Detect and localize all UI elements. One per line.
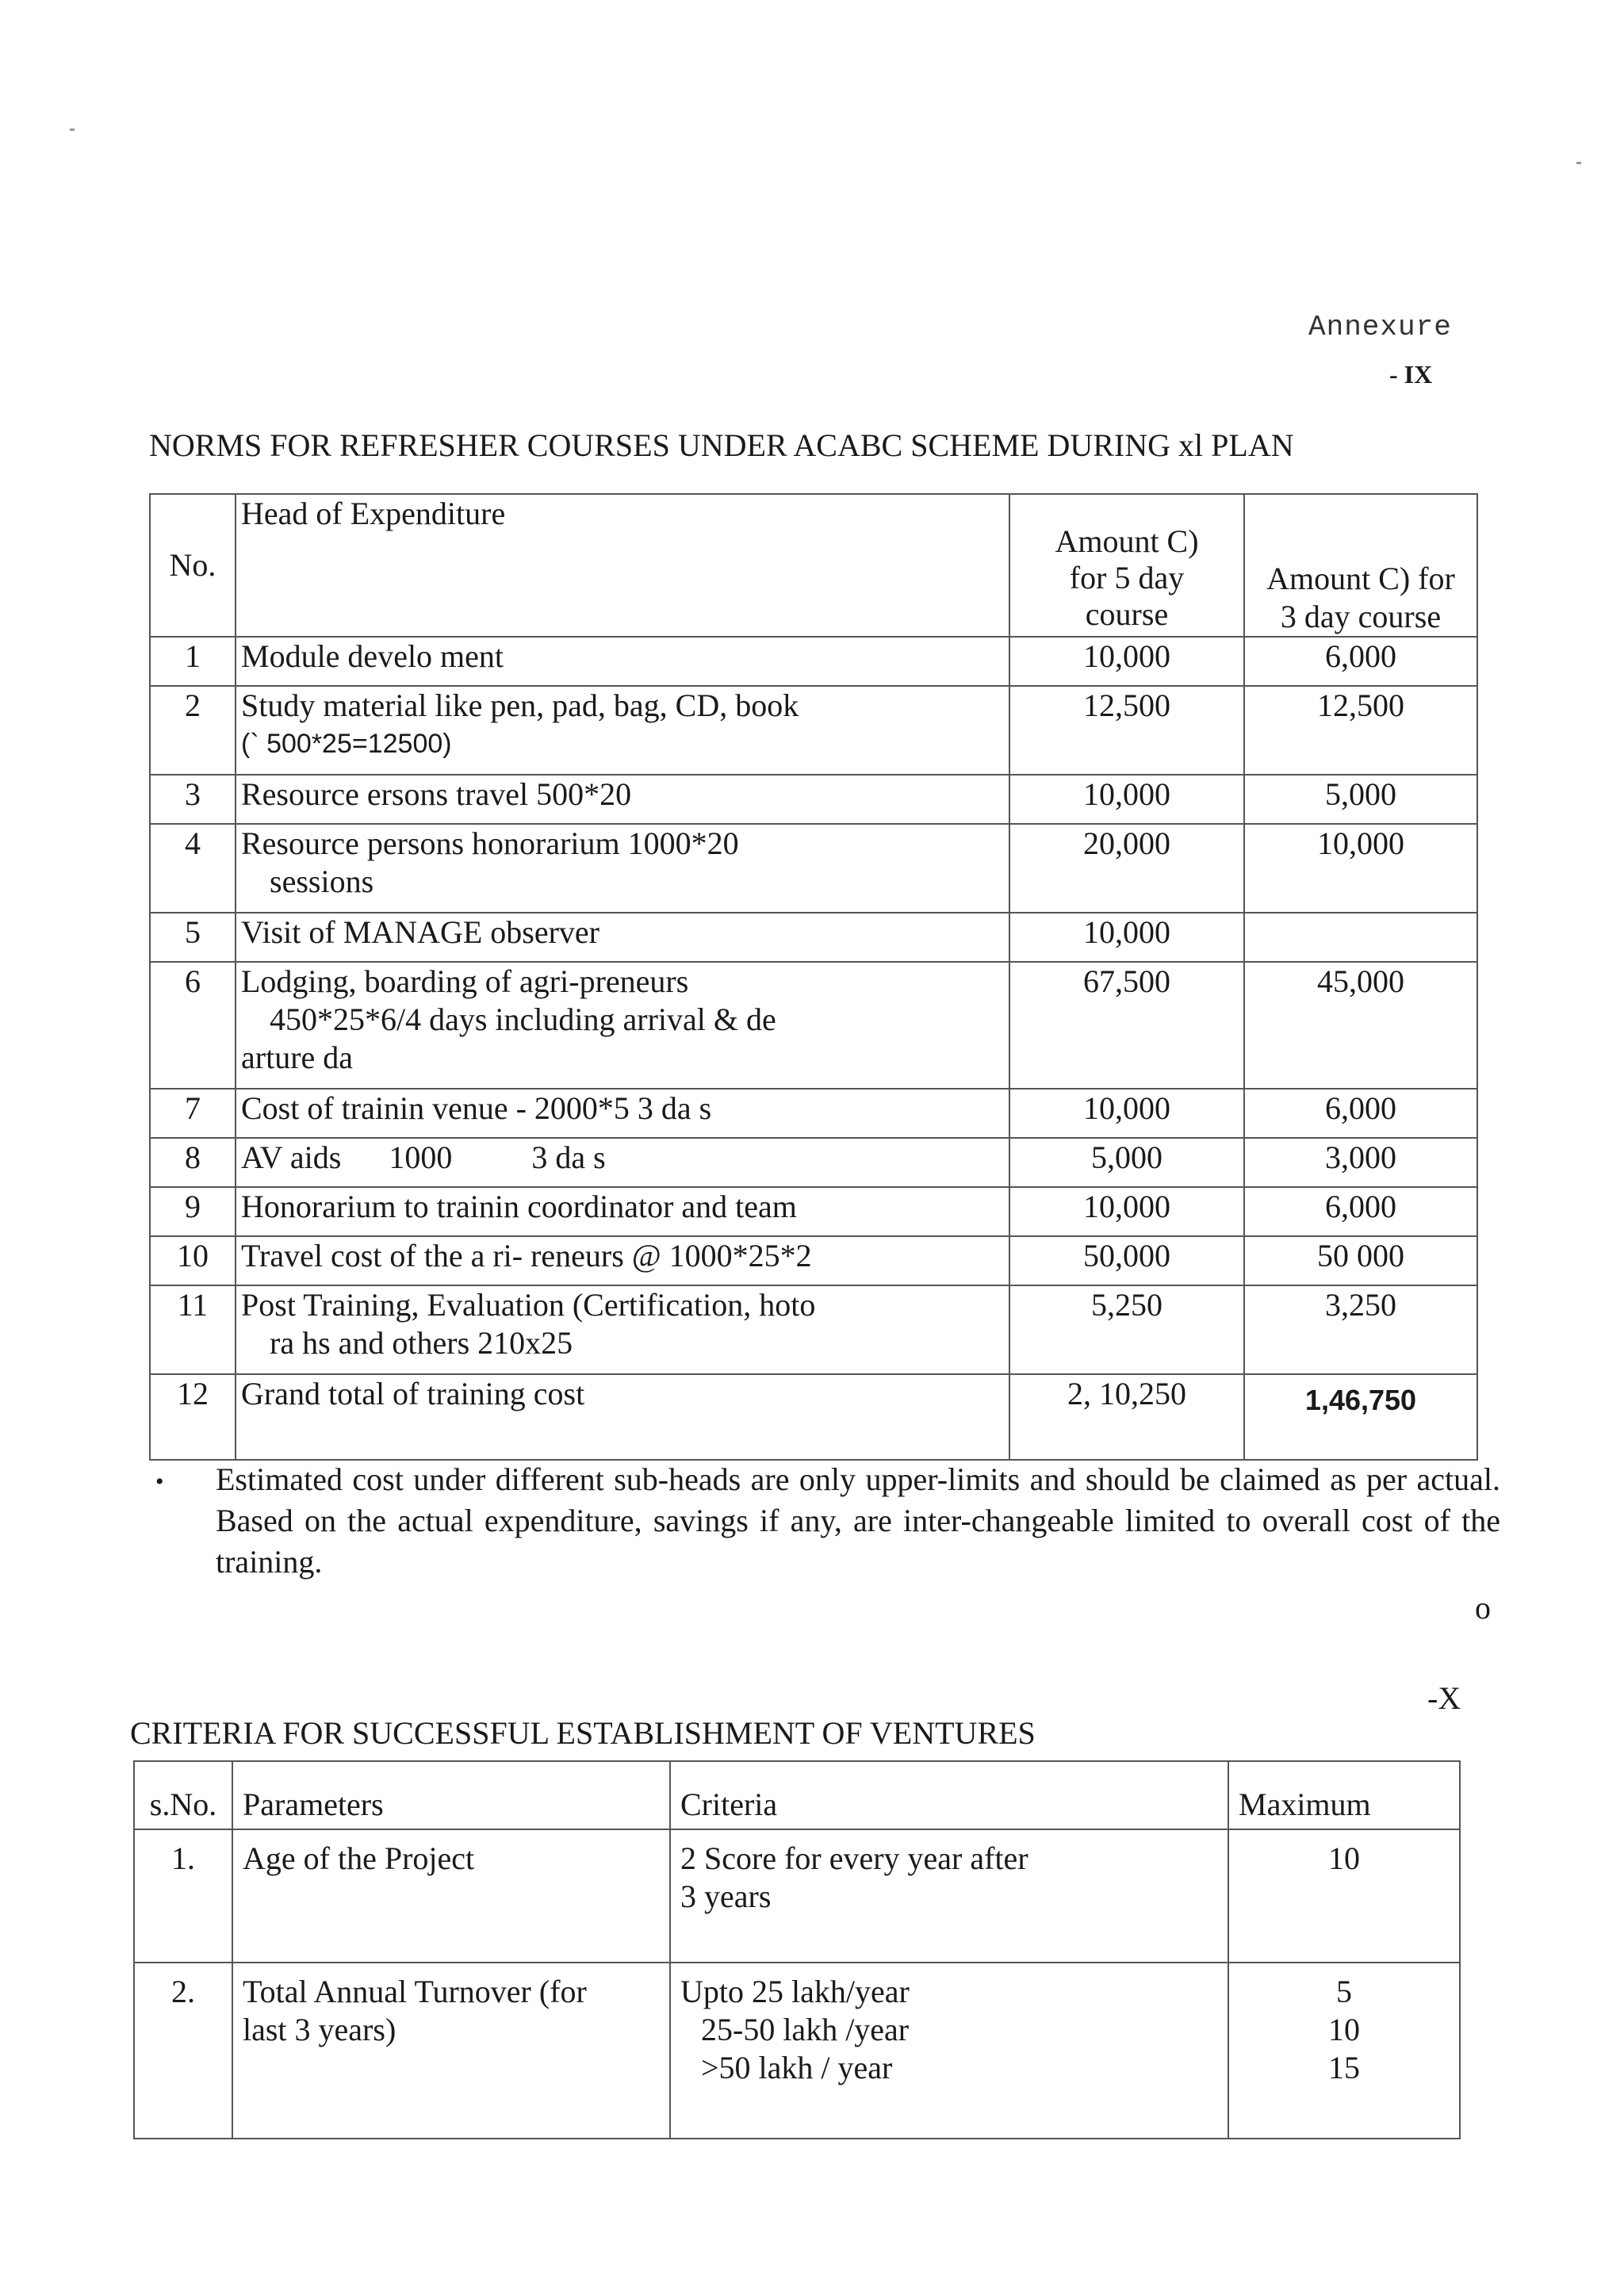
row-head [236,1089,1009,1138]
criteria-param-line: Total Annual Turnover (for [243,1974,587,2009]
annex-mark-x: -X [1427,1680,1461,1716]
row-head [236,775,1009,824]
head-line: Post Training, Evaluation (Certification, hoto [241,1287,816,1323]
row-head [236,962,1009,1089]
amount-5day: 5,000 [1009,1138,1244,1187]
header-amount-3day: Amount C) for 3 day course [1244,494,1477,637]
row-number: 7 [150,1089,236,1138]
head-line: Honorarium to trainin coordinator and team [241,1189,797,1224]
norms-row [150,1236,1477,1285]
amount-3day: 1,46,750 [1244,1374,1477,1460]
norms-row [150,913,1477,962]
row-number: 9 [150,1187,236,1236]
annex-mark-o: o [1475,1590,1491,1626]
criteria-crit-line: 25-50 lakh /year [701,2012,910,2047]
criteria-param-line: Age of the Project [243,1840,475,1876]
note-bullet: • [155,1469,164,1495]
scan-speck [1576,162,1581,164]
header-maximum: Maximum [1228,1761,1460,1829]
amount-5day: 10,000 [1009,913,1244,962]
criteria-header-row [134,1761,1460,1829]
amount-5day: 12,500 [1009,686,1244,775]
criteria-crit [670,1829,1228,1963]
amount-3day: 45,000 [1244,962,1477,1089]
amount-5day: 10,000 [1009,637,1244,686]
norms-row [150,1285,1477,1374]
amount-3day: 3,250 [1244,1285,1477,1374]
row-number: 4 [150,824,236,913]
head-line: Study material like pen, pad, bag, CD, book [241,687,799,723]
head-line: ra hs and others 210x25 [270,1325,573,1361]
amount-5day: 50,000 [1009,1236,1244,1285]
criteria-max-line: 10 [1328,2012,1360,2047]
header-head: Head of Expenditure [236,494,1009,637]
head-line: Lodging, boarding of agri-preneurs [241,963,689,999]
row-head [236,1138,1009,1187]
amount-3day: 6,000 [1244,1089,1477,1138]
header-criteria: Criteria [670,1761,1228,1829]
row-number: 8 [150,1138,236,1187]
amount-5day: 67,500 [1009,962,1244,1089]
scan-speck [70,128,75,131]
header-parameters: Parameters [232,1761,670,1829]
criteria-crit-line: 2 Score for every year after [680,1840,1028,1876]
row-head [236,637,1009,686]
amount-3day: 5,000 [1244,775,1477,824]
head-line: Cost of trainin venue - 2000*5 3 da s [241,1090,712,1126]
row-head [236,913,1009,962]
head-line: 450*25*6/4 days including arrival & de [270,1001,776,1037]
criteria-row [134,1829,1460,1963]
row-head [236,1374,1009,1460]
head-line: sessions [270,864,374,899]
norms-row [150,962,1477,1089]
criteria-sno: 2. [134,1963,232,2139]
head-line: Module develo ment [241,638,504,674]
amount-5day: 5,250 [1009,1285,1244,1374]
note-text: Estimated cost under different sub-heads are only upper-limits and should be claimed as per actual. Based on the actual expenditure, savings if any, are inter-changeable limited to overall cost of the training. [216,1461,1500,1580]
row-number: 10 [150,1236,236,1285]
criteria-crit-line: 3 years [680,1878,772,1914]
criteria-max [1228,1829,1460,1963]
amount-5day: 2, 10,250 [1009,1374,1244,1460]
amount-5day: 10,000 [1009,1089,1244,1138]
row-number: 12 [150,1374,236,1460]
norms-row [150,1089,1477,1138]
header-no: No. [150,494,236,637]
head-line: AV aids 1000 3 da s [241,1139,606,1175]
head-line: Resource persons honorarium 1000*20 [241,825,739,861]
criteria-table [133,1760,1461,2139]
criteria-max [1228,1963,1460,2139]
amount-3day: 12,500 [1244,686,1477,775]
criteria-row [134,1963,1460,2139]
amount-3day: 3,000 [1244,1138,1477,1187]
row-head [236,1236,1009,1285]
row-head [236,1285,1009,1374]
amount-5day: 10,000 [1009,1187,1244,1236]
criteria-crit-line: >50 lakh / year [701,2050,893,2085]
header-amount-5day: Amount C) for 5 day course [1009,494,1244,637]
criteria-param [232,1963,670,2139]
row-number: 1 [150,637,236,686]
head-sub: (` 500*25=12500) [241,729,452,759]
header-sno: s.No. [134,1761,232,1829]
criteria-param [232,1829,670,1963]
head-line: Travel cost of the a ri- reneurs @ 1000*25*2 [241,1238,812,1273]
norms-header-row [150,494,1477,637]
criteria-title: CRITERIA FOR SUCCESSFUL ESTABLISHMENT OF VENTURES [130,1715,1036,1751]
amount-3day: 6,000 [1244,637,1477,686]
norms-row [150,1187,1477,1236]
criteria-max-line: 10 [1328,1840,1360,1876]
criteria-param-line: last 3 years) [243,2012,396,2047]
norms-row [150,1374,1477,1460]
head-line: Grand total of training cost [241,1376,585,1411]
norms-row [150,686,1477,775]
annexure-label: Annexure [1308,311,1452,343]
amount-5day: 10,000 [1009,775,1244,824]
row-number: 11 [150,1285,236,1374]
head-line: arture da [241,1040,354,1075]
criteria-sno: 1. [134,1829,232,1963]
amount-3day: 6,000 [1244,1187,1477,1236]
criteria-max-line: 15 [1328,2050,1360,2085]
norms-row [150,824,1477,913]
annexure-number: - IX [1389,360,1433,389]
amount-3day [1244,913,1477,962]
row-head [236,1187,1009,1236]
norms-title: NORMS FOR REFRESHER COURSES UNDER ACABC SCHEME DURING xl PLAN [149,427,1294,463]
norms-row [150,775,1477,824]
head-line: Visit of MANAGE observer [241,914,599,950]
row-head [236,824,1009,913]
amount-3day: 50 000 [1244,1236,1477,1285]
criteria-crit-line: Upto 25 lakh/year [680,1974,910,2009]
norms-row [150,1138,1477,1187]
criteria-max-line: 5 [1336,1974,1352,2009]
row-number: 2 [150,686,236,775]
amount-3day: 10,000 [1244,824,1477,913]
norms-table [149,493,1478,1461]
amount-5day: 20,000 [1009,824,1244,913]
row-number: 3 [150,775,236,824]
row-number: 6 [150,962,236,1089]
norms-row [150,637,1477,686]
criteria-crit [670,1963,1228,2139]
row-number: 5 [150,913,236,962]
head-line: Resource ersons travel 500*20 [241,776,632,812]
row-head [236,686,1009,775]
